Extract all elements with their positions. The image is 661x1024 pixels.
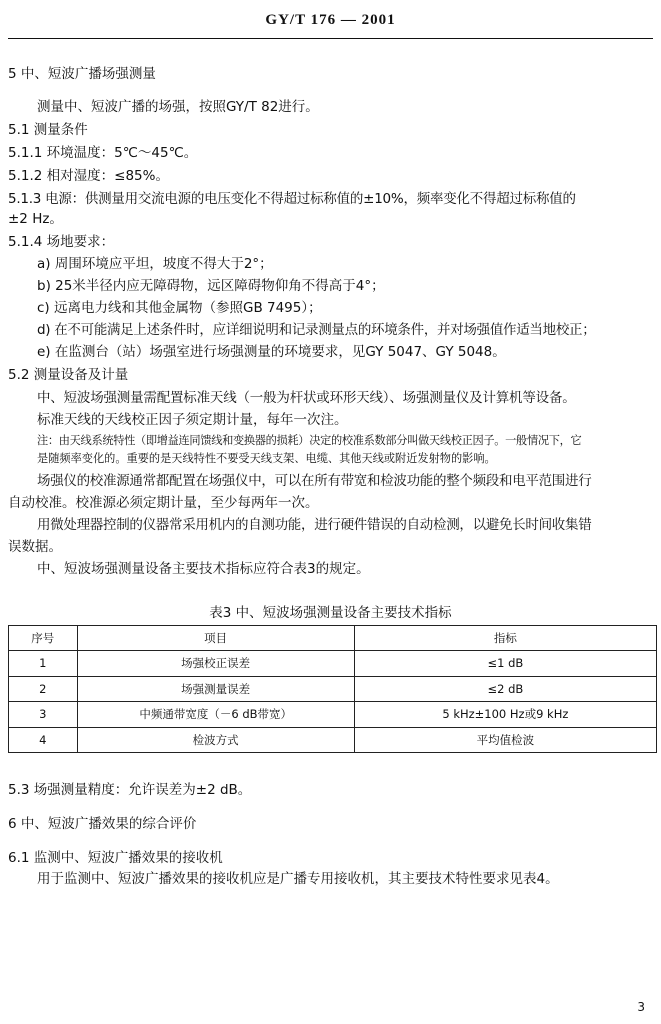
table-row [9,727,657,753]
paragraph-cont: 误数据。 [8,539,62,555]
clause-5-1-1: 5.1.1 环境温度：5℃～45℃。 [8,145,198,161]
paragraph: 场强仪的校准源通常都配置在场强仪中，可以在所有带宽和检波功能的整个频段和电平范围进行 [37,473,592,489]
clause-5-1-4: 5.1.4 场地要求： [8,234,115,250]
table-cell: 场强校正误差 [77,651,354,677]
table-row [9,702,657,728]
list-item-b: b) 25米半径内应无障碍物，远区障碍物仰角不得高于4°； [37,278,385,294]
paragraph-cont: 自动校准。校准源必须定期计量，至少每两年一次。 [8,495,319,511]
paragraph: 中、短波场强测量设备主要技术指标应符合表3的规定。 [37,561,370,577]
table-cell: ≤2 dB [354,676,656,702]
list-item-a: a) 周围环境应平坦，坡度不得大于2°； [37,256,273,272]
table-cell: 场强测量误差 [77,676,354,702]
page-number: 3 [637,1000,645,1014]
clause-5-1-3-cont: ±2 Hz。 [8,211,63,227]
table-cell: 3 [9,702,78,728]
table-header-row [9,626,657,651]
section-5-3: 5.3 场强测量精度：允许误差为±2 dB。 [8,782,252,798]
section-6-1-heading: 6.1 监测中、短波广播效果的接收机 [8,850,223,866]
section-6-heading: 6 中、短波广播效果的综合评价 [8,816,197,832]
section-5-heading: 5 中、短波广播场强测量 [8,66,156,82]
header-rule [8,38,653,39]
table-header-cell: 指标 [354,626,656,651]
clause-5-1-3: 5.1.3 电源：供测量用交流电源的电压变化不得超过标称值的±10%，频率变化不得超过标称值的 [8,191,576,207]
table-cell: 4 [9,727,78,753]
table-cell: 中频通带宽度（－6 dB带宽） [77,702,354,728]
table-caption: 表3 中、短波场强测量设备主要技术指标 [209,605,452,621]
table-cell: ≤1 dB [354,651,656,677]
note-text: 注：由天线系统特性（即增益连同馈线和变换器的损耗）决定的校准系数部分叫做天线校正因子。一般情况下，它 [37,434,582,447]
section-5-1-heading: 5.1 测量条件 [8,122,88,138]
list-item-e: e) 在监测台（站）场强室进行场强测量的环境要求，见GY 5047、GY 5048。 [37,344,506,360]
table-header-cell: 项目 [77,626,354,651]
paragraph: 中、短波场强测量需配置标准天线（一般为杆状或环形天线）、场强测量仪及计算机等设备。 [37,390,576,406]
note-text-cont: 是随频率变化的。重要的是天线特性不要受天线支架、电缆、其他天线或附近发射物的影响。 [37,452,496,465]
paragraph: 用于监测中、短波广播效果的接收机应是广播专用接收机，其主要技术特性要求见表4。 [37,871,559,887]
list-item-c: c) 远离电力线和其他金属物（参照GB 7495）； [37,300,322,316]
clause-5-1-2: 5.1.2 相对湿度：≤85%。 [8,168,169,184]
table-cell: 1 [9,651,78,677]
paragraph: 标准天线的天线校正因子须定期计量，每年一次注。 [37,412,348,428]
table-cell: 5 kHz±100 Hz或9 kHz [354,702,656,728]
paragraph: 用微处理器控制的仪器常采用机内的自测功能，进行硬件错误的自动检测，以避免长时间收集错 [37,517,592,533]
table-header-cell: 序号 [9,626,78,651]
table-cell: 平均值检波 [354,727,656,753]
table-cell: 检波方式 [77,727,354,753]
spec-table [8,625,657,753]
list-item-d: d) 在不可能满足上述条件时，应详细说明和记录测量点的环境条件，并对场强值作适当地校正； [37,322,596,338]
section-5-2-heading: 5.2 测量设备及计量 [8,367,129,383]
page-header: GY/T 176 — 2001 [265,12,396,28]
table-row [9,676,657,702]
table-row [9,651,657,677]
table-cell: 2 [9,676,78,702]
paragraph: 测量中、短波广播的场强，按照GY/T 82进行。 [37,99,319,115]
